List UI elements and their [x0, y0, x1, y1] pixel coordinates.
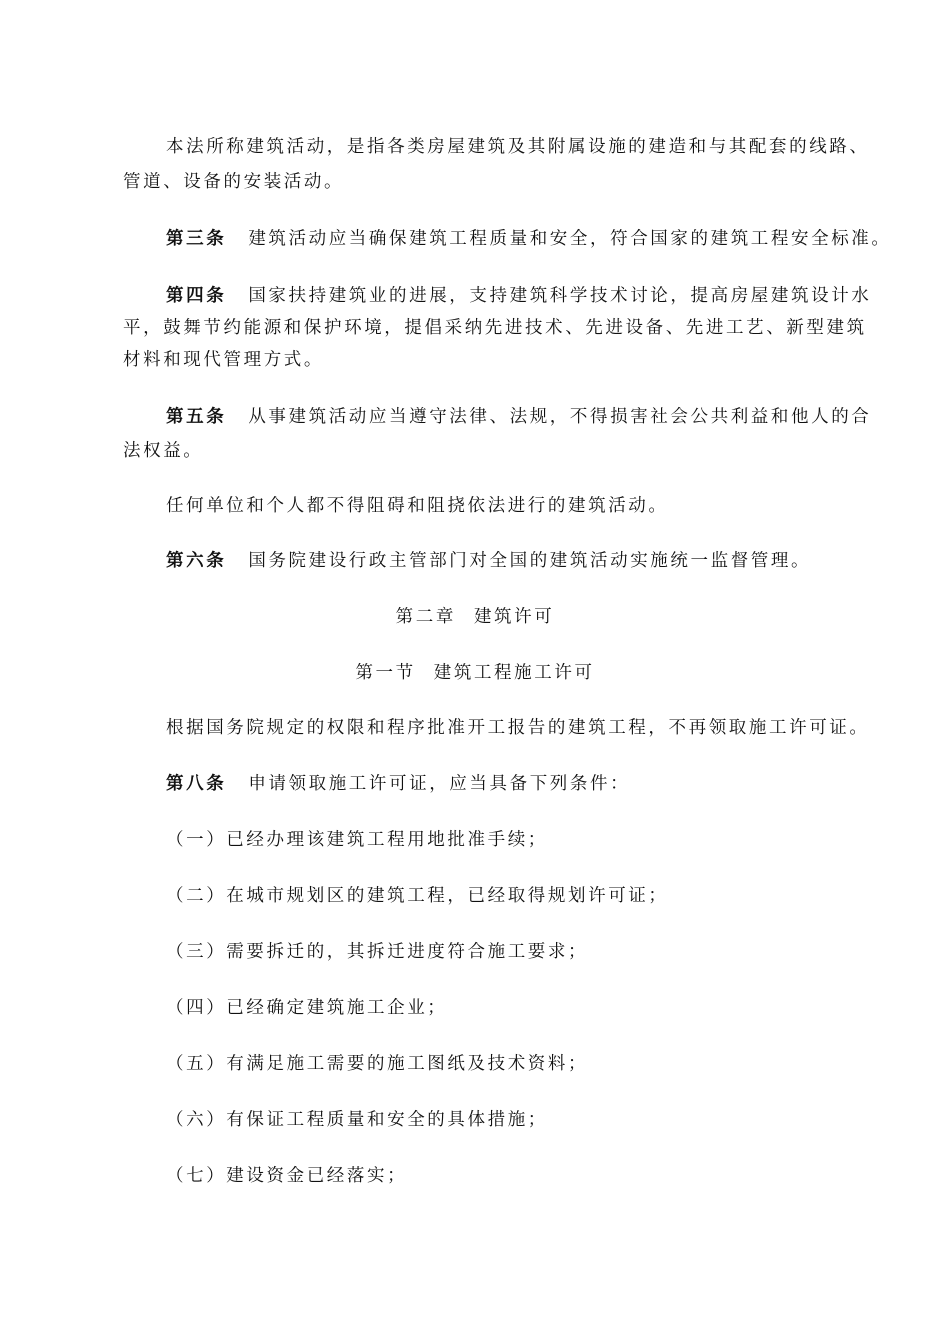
article-text: 国务院建设行政主管部门对全国的建筑活动实施统一监督管理。: [248, 551, 812, 571]
article-4: [166, 286, 871, 306]
chapter-title: 建筑许可: [473, 607, 555, 627]
condition-item: （七）建设资金已经落实；: [166, 1166, 408, 1186]
article-label: 第八条: [166, 774, 227, 794]
paragraph-line: 平，鼓舞节约能源和保护环境，提倡采纳先进技术、先进设备、先进工艺、新型建筑: [123, 318, 867, 338]
article-6: [166, 551, 811, 571]
condition-item: （五）有满足施工需要的施工图纸及技术资料；: [166, 1054, 589, 1074]
paragraph-line: 根据国务院规定的权限和程序批准开工报告的建筑工程，不再领取施工许可证。: [166, 718, 870, 738]
condition-item: （一）已经办理该建筑工程用地批准手续；: [166, 830, 548, 850]
paragraph-line: 材料和现代管理方式。: [123, 350, 324, 370]
condition-item: （三）需要拆迁的，其拆迁进度符合施工要求；: [166, 942, 589, 962]
article-label: 第五条: [166, 407, 227, 427]
section-heading: [0, 663, 950, 683]
paragraph-line: 法权益。: [123, 441, 204, 461]
condition-item: （二）在城市规划区的建筑工程，已经取得规划许可证；: [166, 886, 669, 906]
article-label: 第四条: [166, 286, 227, 306]
paragraph-line: 本法所称建筑活动，是指各类房屋建筑及其附属设施的建造和与其配套的线路、: [166, 137, 870, 157]
article-label: 第六条: [166, 551, 227, 571]
chapter-heading: [0, 607, 950, 627]
article-text: 从事建筑活动应当遵守法律、法规，不得损害社会公共利益和他人的合: [248, 407, 872, 427]
chapter-number: 第二章: [395, 607, 456, 627]
article-8: [166, 774, 630, 794]
section-number: 第一节: [355, 663, 416, 683]
section-title: 建筑工程施工许可: [433, 663, 595, 683]
article-text: 建筑活动应当确保建筑工程质量和安全，符合国家的建筑工程安全标准。: [248, 229, 892, 249]
paragraph-line: 任何单位和个人都不得阻碍和阻挠依法进行的建筑活动。: [166, 496, 669, 516]
condition-item: （六）有保证工程质量和安全的具体措施；: [166, 1110, 548, 1130]
article-5: [166, 407, 871, 427]
article-3: [166, 229, 892, 249]
article-label: 第三条: [166, 229, 227, 249]
article-text: 国家扶持建筑业的进展，支持建筑科学技术讨论，提高房屋建筑设计水: [248, 286, 872, 306]
article-text: 申请领取施工许可证，应当具备下列条件：: [248, 774, 631, 794]
condition-item: （四）已经确定建筑施工企业；: [166, 998, 448, 1018]
paragraph-line: 管道、设备的安装活动。: [123, 172, 345, 192]
